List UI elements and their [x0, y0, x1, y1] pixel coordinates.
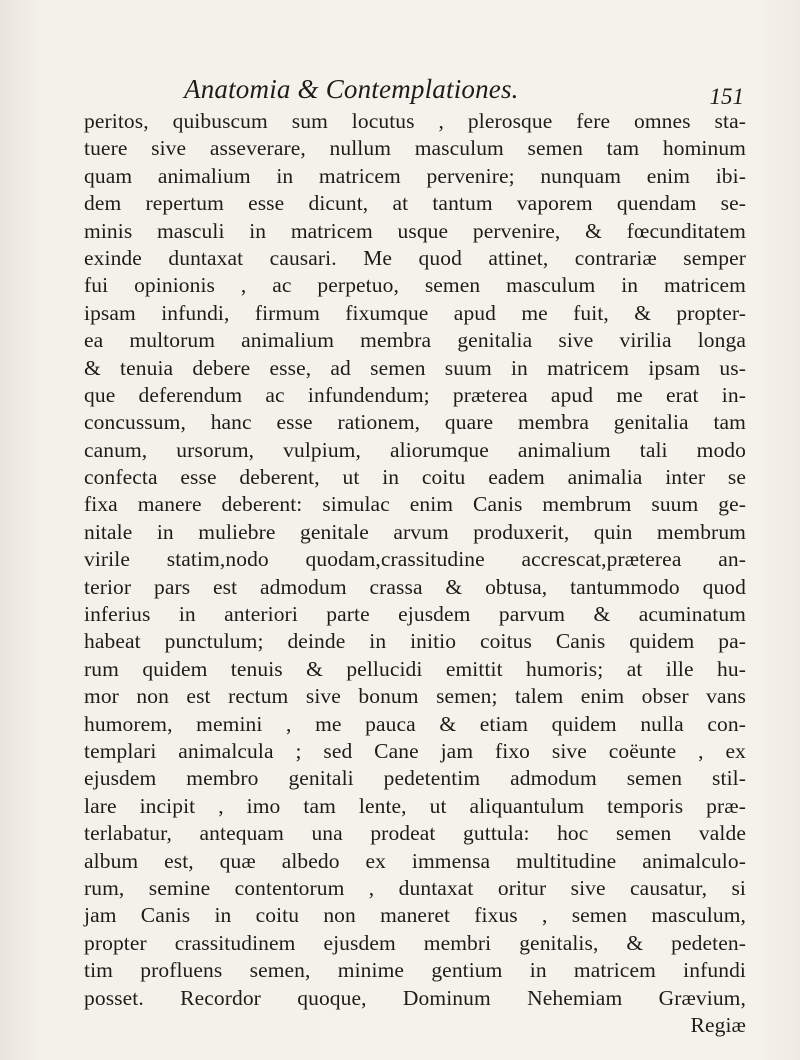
- text-line: inferius in anteriori parte ejusdem parvum & acuminatum: [84, 602, 746, 627]
- text-line: album est, quæ albedo ex immensa multitudine animalculo-: [84, 848, 746, 873]
- text-line: humorem, memini , me pauca & etiam quidem nulla con-: [84, 711, 746, 736]
- text-line: quam animalium in matricem pervenire; nunquam enim ibi-: [84, 163, 746, 188]
- text-line: canum, ursorum, vulpium, aliorumque animalium tali modo: [84, 437, 746, 462]
- catchword: Regiæ: [690, 1012, 746, 1037]
- text-line: ipsam infundi, firmum fixumque apud me fuit, & propter-: [84, 300, 746, 325]
- text-line: tuere sive asseverare, nullum masculum semen tam hominum: [84, 136, 746, 161]
- text-line: fui opinionis , ac perpetuo, semen masculum in matricem: [84, 273, 746, 298]
- text-line: propter crassitudinem ejusdem membri genitalis, & pedeten-: [84, 930, 746, 955]
- text-line: virile statim,nodo quodam,crassitudine accrescat,præterea an-: [84, 547, 746, 572]
- running-title: Anatomia & Contemplationes.: [184, 74, 519, 104]
- text-line: peritos, quibuscum sum locutus , plerosque fere omnes sta-: [84, 109, 746, 133]
- text-line: lare incipit , imo tam lente, ut aliquantulum temporis præ-: [84, 793, 746, 818]
- text-line: jam Canis in coitu non maneret fixus , semen masculum,: [84, 903, 746, 928]
- page-number: 151: [709, 84, 744, 109]
- text-line: & tenuia debere esse, ad semen suum in matricem ipsam us-: [84, 355, 746, 380]
- text-line: nitale in muliebre genitale arvum produxerit, quin membrum: [84, 519, 746, 544]
- text-line: templari animalcula ; sed Cane jam fixo sive coëunte , ex: [84, 738, 746, 763]
- text-line: tim profluens semen, minime gentium in matricem infundi: [84, 958, 746, 983]
- text-line: habeat punctulum; deinde in initio coitus Canis quidem pa-: [84, 629, 746, 654]
- text-line: rum quidem tenuis & pellucidi emittit humoris; at ille hu-: [84, 656, 746, 681]
- text-line: fixa manere deberent: simulac enim Canis membrum suum ge-: [84, 492, 746, 517]
- text-line: concussum, hanc esse rationem, quare membra genitalia tam: [84, 410, 746, 435]
- body-text: [84, 108, 746, 1039]
- page-header: [184, 64, 744, 109]
- text-line: terior pars est admodum crassa & obtusa, tantummodo quod: [84, 574, 746, 599]
- text-line: mor non est rectum sive bonum semen; talem enim obser vans: [84, 684, 746, 709]
- text-line: confecta esse deberent, ut in coitu eadem animalia inter se: [84, 465, 746, 490]
- text-line: minis masculi in matricem usque pervenire, & fœcunditatem: [84, 218, 746, 243]
- text-line: exinde duntaxat causari. Me quod attinet, contrariæ semper: [84, 245, 746, 270]
- text-line: ejusdem membro genitali pedetentim admodum semen stil-: [84, 766, 746, 791]
- text-line: dem repertum esse dicunt, at tantum vaporem quendam se-: [84, 191, 746, 216]
- text-line: terlabatur, antequam una prodeat guttula: hoc semen valde: [84, 821, 746, 846]
- text-line: ea multorum animalium membra genitalia sive virilia longa: [84, 328, 746, 353]
- text-line: posset. Recordor quoque, Dominum Nehemiam Grævium,: [84, 985, 746, 1010]
- text-line: rum, semine contentorum , duntaxat oritur sive causatur, si: [84, 875, 746, 900]
- text-line: que deferendum ac infundendum; præterea apud me erat in-: [84, 382, 746, 407]
